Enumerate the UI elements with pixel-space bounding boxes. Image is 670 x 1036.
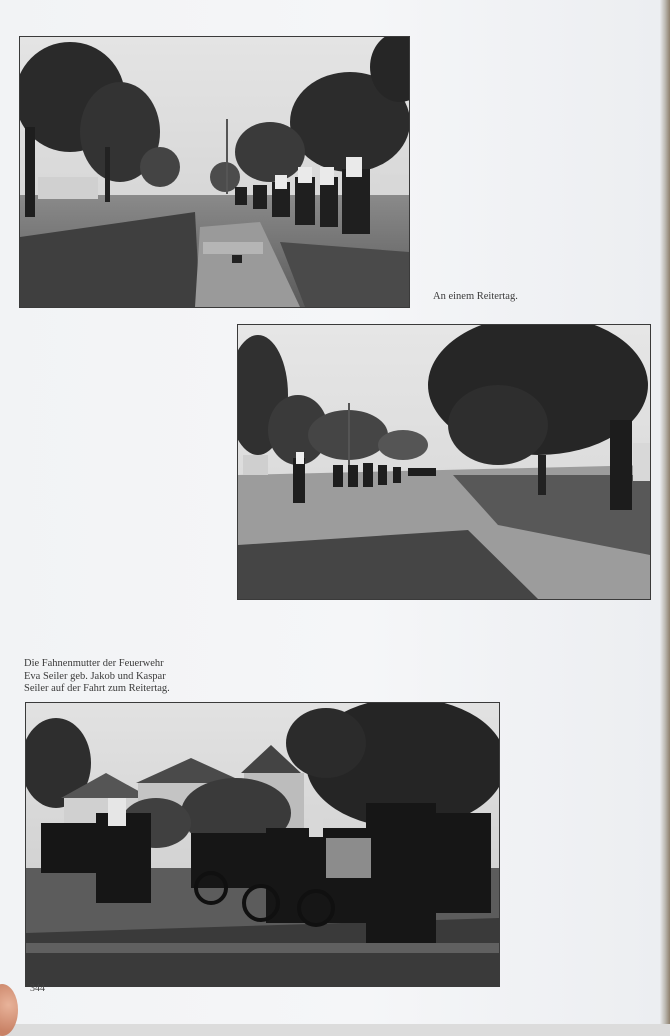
page-edge [660, 0, 670, 1024]
page-number: 344 [30, 983, 45, 994]
caption-line: Seiler auf der Fahrt zum Reitertag. [24, 683, 170, 694]
photo-horse-carriages [26, 703, 499, 986]
caption-line: Die Fahnenmutter der Feuerwehr [24, 658, 164, 669]
caption-fahnenmutter [24, 658, 170, 696]
photo-riders-tree-avenue [238, 325, 650, 599]
photo-riders-on-street [20, 37, 409, 307]
caption-reitertag: An einem Reitertag. [433, 291, 518, 302]
caption-line: Eva Seiler geb. Jakob und Kaspar [24, 670, 166, 682]
